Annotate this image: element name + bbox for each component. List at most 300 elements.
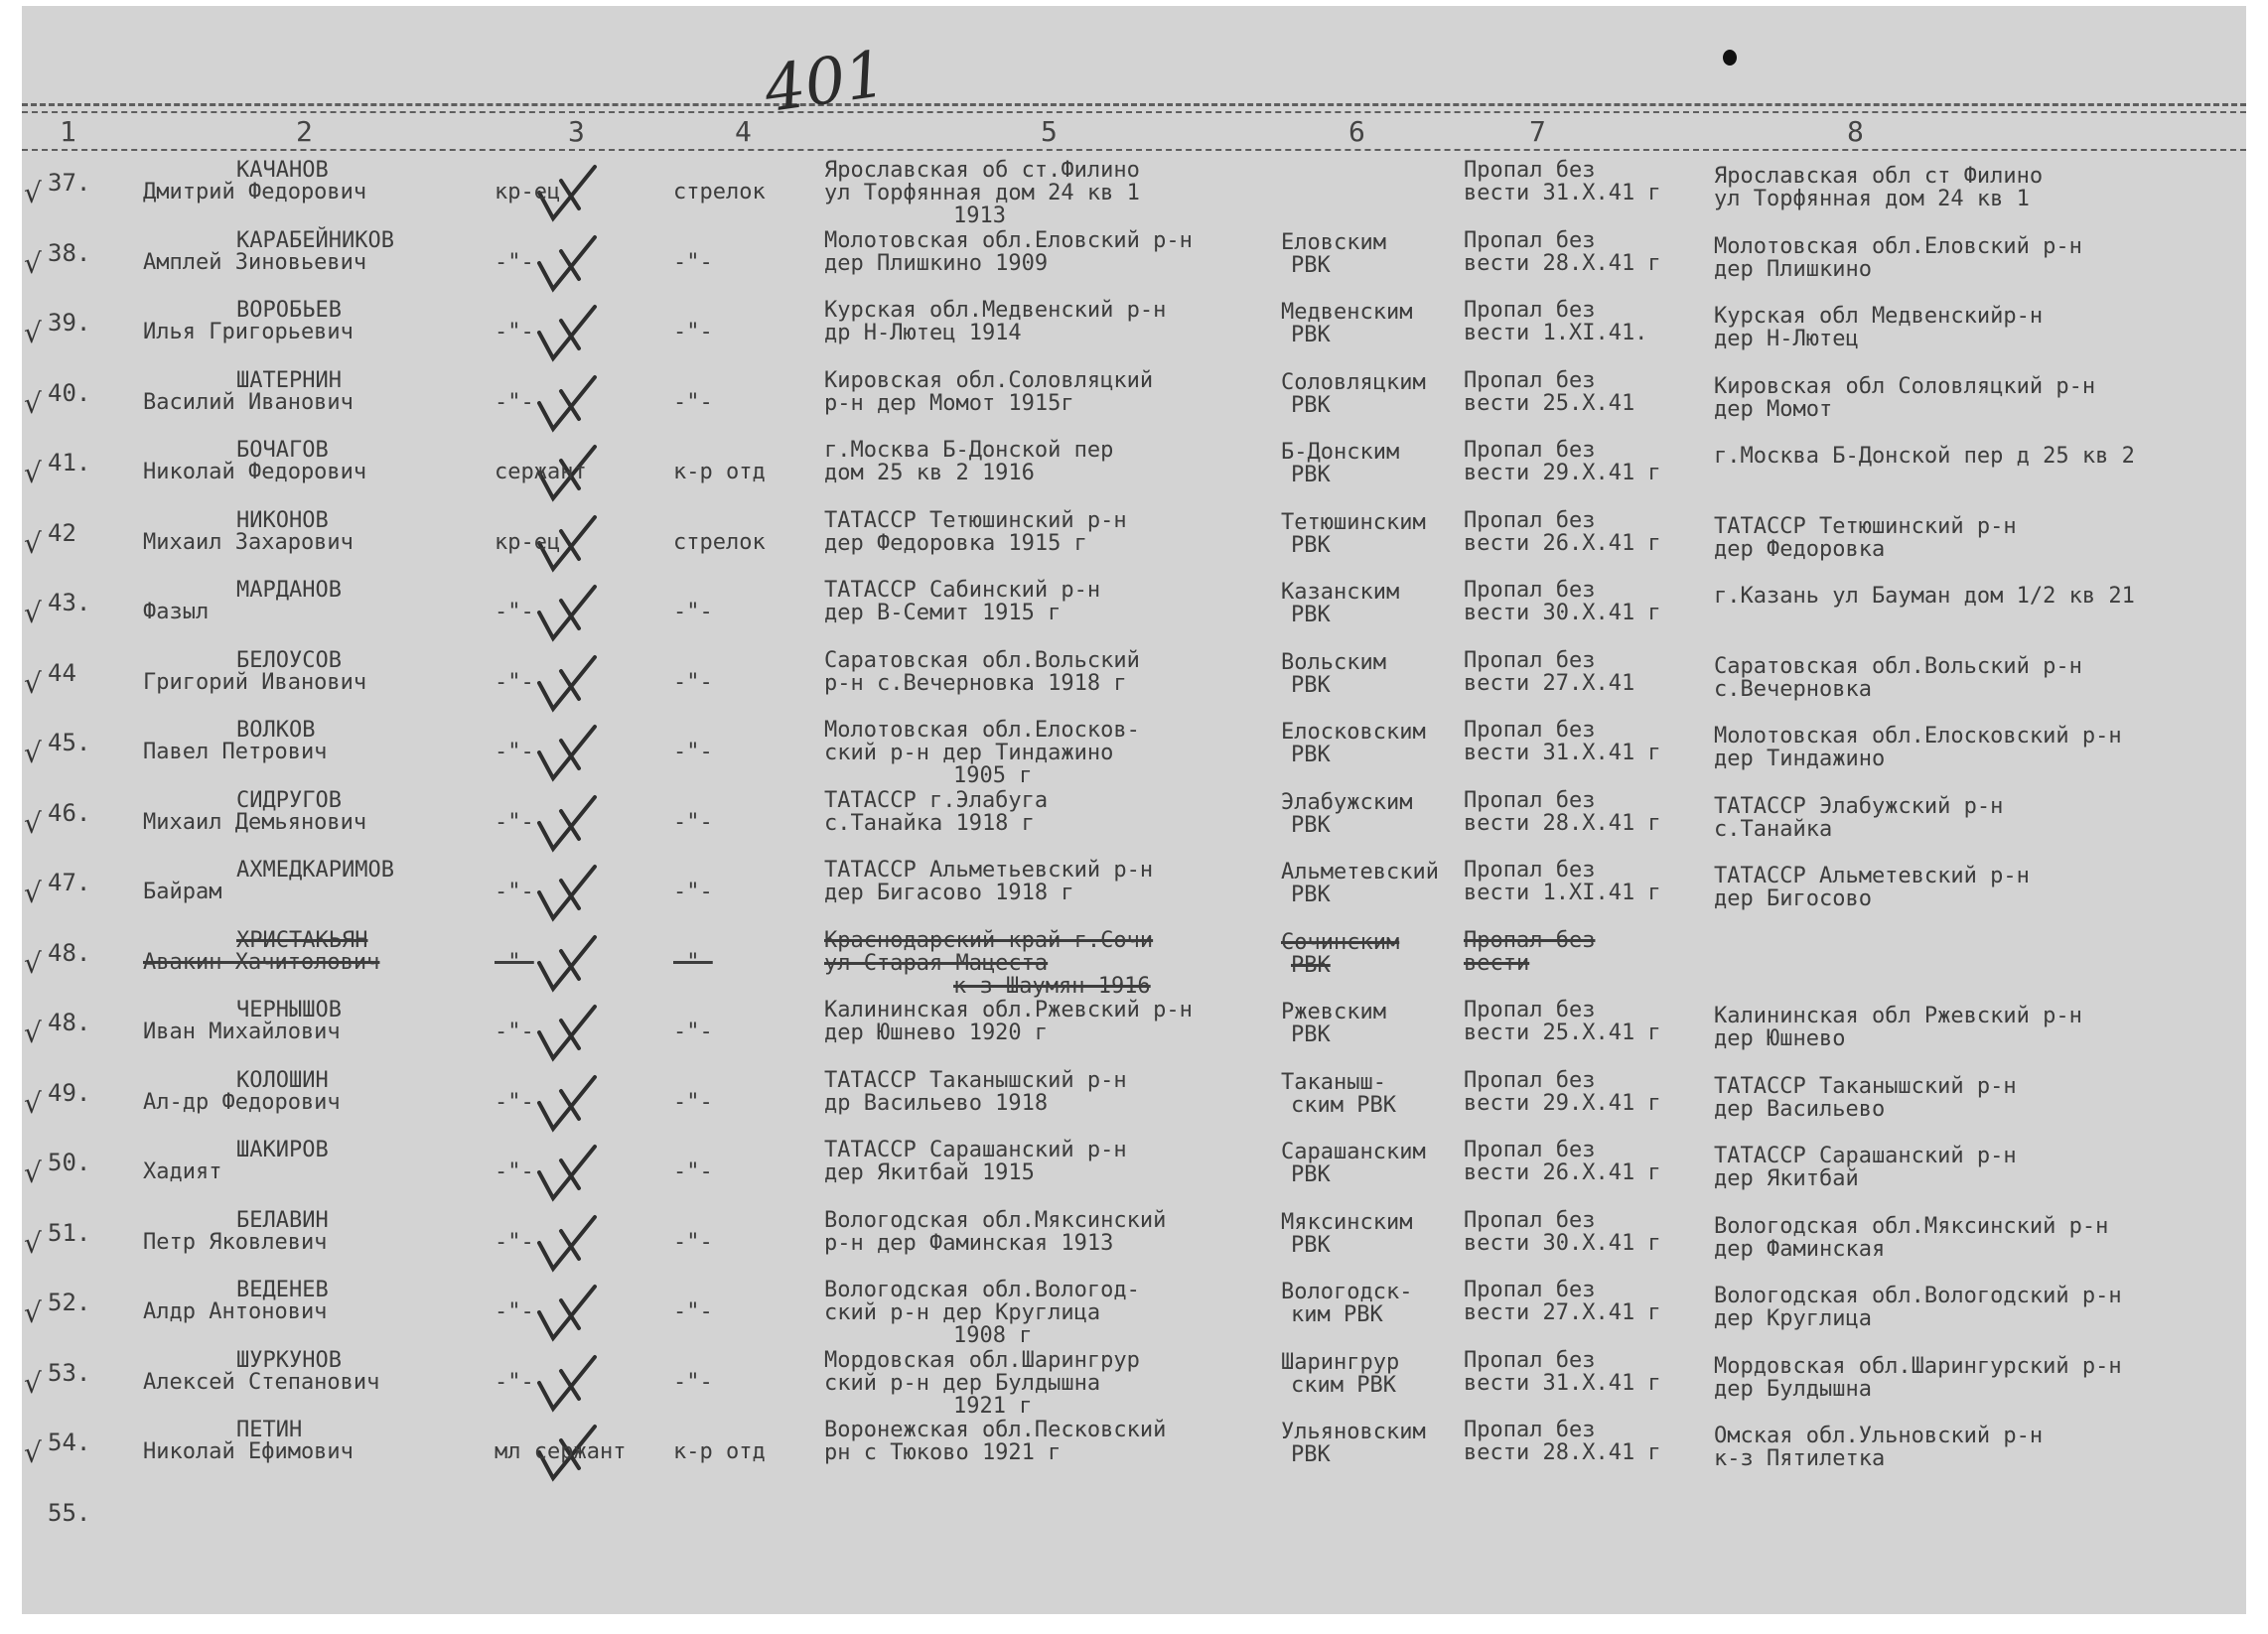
birth-place-line: Воронежская обл.Песковский [824,1418,1167,1442]
handwritten-tick-icon [531,863,601,926]
military-rank: -"- [495,669,534,695]
surname: БЕЛАВИН [236,1207,329,1233]
record-row [0,649,2268,719]
home-address: Омская обл.Ульновский р-н [1714,1424,2044,1448]
status-date: вести 29.X.41 г [1464,1090,1661,1116]
home-address: с.Вечерновка [1714,676,1872,702]
status-date: вести 1.XI.41. [1464,321,1648,345]
check-mark-icon: √ [24,317,42,349]
birth-place-line: Калининская обл.Ржевский р-н [824,998,1193,1022]
surname: БОЧАГОВ [236,438,329,463]
status-date: вести 28.X.41 г [1464,810,1661,836]
draft-office: РВК [1291,1232,1331,1258]
given-names: Алдр Антонович [143,1299,328,1324]
position: стрелок [673,529,766,555]
check-mark-icon: √ [24,177,42,209]
status-date: вести 27.X.41 г [1464,1300,1661,1325]
military-rank: -"- [495,320,534,344]
given-names: Григорий Иванович [143,669,367,695]
header-rule-middle [22,111,2246,113]
birth-place-line: Мордовская обл.Шарингрур [824,1347,1140,1373]
record-number: 37. [48,169,91,197]
military-rank: сержант [495,460,587,484]
birth-place-line: дер Бигасово 1918 г [824,881,1074,905]
record-number: 55. [48,1498,91,1527]
birth-place-line: Вологодская обл.Вологод- [824,1278,1140,1302]
column-header: 2 [296,115,313,148]
status: Пропал без [1464,1278,1596,1302]
draft-office: Б-Донским [1281,440,1400,465]
military-rank: -"- [495,1299,534,1324]
military-rank: -"- [495,249,534,275]
military-rank: -"- [495,880,534,904]
column-header: 4 [735,115,752,148]
home-address: ТАТАССР Тетюшинский р-н [1714,513,2017,539]
position: -"- [673,1159,713,1184]
status-date: вести 25.X.41 [1464,390,1635,416]
status: Пропал без [1464,718,1596,743]
record-row [0,159,2268,228]
handwritten-page-number: 401 [760,37,891,128]
record-row [0,369,2268,439]
draft-office: ским РВК [1291,1092,1396,1118]
home-address: г.Казань ул Бауман дом 1/2 кв 21 [1714,584,2135,609]
record-row [0,1349,2268,1419]
status: Пропал без [1464,858,1596,883]
given-names: Михаил Захарович [143,529,354,555]
status: Пропал без [1464,227,1596,253]
home-address: Кировская обл Соловляцкий р-н [1714,373,2096,399]
birth-place-line: р-н дер Фаминская 1913 [824,1230,1114,1256]
record-number: 43. [48,589,91,616]
record-row [0,1279,2268,1348]
record-number: 41. [48,449,91,477]
home-address: Калининская обл Ржевский р-н [1714,1004,2082,1028]
draft-office: Соловляцким [1281,369,1426,395]
handwritten-tick-icon [531,1283,601,1346]
given-names: Павел Петрович [143,740,328,764]
record-number: 53. [48,1358,91,1387]
handwritten-tick-icon [531,583,601,646]
record-row [0,789,2268,859]
record-row [0,1139,2268,1208]
draft-office: РВК [1291,883,1331,907]
status-date: вести 1.XI.41 г [1464,881,1661,905]
ink-dot [1723,50,1737,66]
draft-office: РВК [1291,603,1331,627]
position: -"- [673,880,713,904]
status-date: вести 27.X.41 [1464,670,1635,696]
birth-place-line: ТАТАССР Сабинский р-н [824,578,1101,603]
record-row [0,299,2268,368]
home-address: ТАТАССР Таканышский р-н [1714,1073,2017,1099]
record-row [0,579,2268,648]
record-row [0,1069,2268,1139]
status-date: вести 28.X.41 г [1464,250,1661,276]
birth-place-line: рн с Тюково 1921 г [824,1440,1062,1465]
birth-place-line: ский р-н дер Круглица [824,1300,1101,1325]
check-mark-icon: √ [24,1436,42,1469]
military-rank: кр-ец [495,529,561,555]
position: -"- [673,669,713,695]
draft-office: Сарашанским [1281,1140,1426,1164]
home-address: дер Н-Лютец [1714,327,1859,351]
status: Пропал без [1464,787,1596,813]
draft-office: РВК [1291,672,1331,698]
record-number: 52. [48,1289,91,1316]
status-date: вести 31.X.41 г [1464,181,1661,205]
record-row [0,719,2268,788]
status: Пропал без [1464,927,1596,953]
home-address: дер Федоровка [1714,536,1886,562]
home-address: ТАТАССР Элабужский р-н [1714,793,2004,819]
given-names: Василий Иванович [143,389,354,415]
status: Пропал без [1464,1347,1596,1373]
given-names: Иван Михайлович [143,1020,341,1044]
draft-office: РВК [1291,252,1331,278]
birth-place-line: ТАТАССР Таканышский р-н [824,1067,1127,1093]
home-address: дер Бигосово [1714,886,1872,911]
birth-year: 1913 [953,204,1006,228]
birth-place-line: др Васильево 1918 [824,1090,1049,1116]
birth-place-line: ский р-н дер Булдышна [824,1370,1101,1396]
position: -"- [673,249,713,275]
military-rank: -"- [495,740,534,764]
birth-place-line: Ярославская об ст.Филино [824,158,1140,183]
draft-office: Таканыш- [1281,1069,1386,1095]
given-names: Амплей Зиновьевич [143,249,367,275]
given-names: Фазыл [143,600,210,624]
surname: ШАТЕРНИН [236,367,342,393]
check-mark-icon: √ [24,1017,42,1049]
draft-office: ким РВК [1291,1302,1383,1327]
draft-office: Ульяновским [1281,1420,1426,1444]
record-row [0,439,2268,508]
check-mark-icon: √ [24,457,42,489]
draft-office: Казанским [1281,580,1400,605]
draft-office: Шарингрур [1281,1349,1400,1375]
given-names: Хадият [143,1159,222,1184]
birth-place-line: Саратовская обл.Вольский [824,647,1140,673]
birth-year: 1905 г [953,763,1033,788]
check-mark-icon: √ [24,1296,42,1329]
record-number: 42 [48,518,76,547]
military-rank: мл сержант [495,1439,627,1464]
handwritten-tick-icon [531,373,601,437]
record-row [0,1419,2268,1488]
check-mark-icon: √ [24,1226,42,1260]
birth-place-line: Молотовская обл.Елосков- [824,718,1140,743]
given-names: Михаил Демьянович [143,809,367,835]
draft-office: РВК [1291,463,1331,487]
surname: СИДРУГОВ [236,787,342,813]
status-date: вести 30.X.41 г [1464,601,1661,625]
check-mark-icon: √ [24,246,42,280]
birth-place-line: с.Танайка 1918 г [824,810,1035,836]
record-row [0,929,2268,999]
surname: ЧЕРНЫШОВ [236,998,342,1022]
military-rank: кр-ец [495,180,561,204]
home-address: Курская обл Медвенскийр-н [1714,304,2044,329]
status: Пропал без [1464,507,1596,533]
birth-place-line: Молотовская обл.Еловский р-н [824,227,1193,253]
birth-place-line: Кировская обл.Соловляцкий [824,367,1154,393]
status-date: вести 26.X.41 г [1464,1160,1661,1185]
check-mark-icon: √ [24,806,42,840]
birth-place-line: ТАТАССР Тетюшинский р-н [824,507,1127,533]
surname: КАЧАНОВ [236,158,329,183]
birth-place-line: др Н-Лютец 1914 [824,321,1022,345]
given-names: Петр Яковлевич [143,1229,328,1255]
draft-office: Тетюшинским [1281,509,1426,535]
position: -"- [673,949,713,975]
birth-place-line: дер Якитбай 1915 [824,1160,1035,1185]
position: -"- [673,1229,713,1255]
status: Пропал без [1464,1067,1596,1093]
draft-office: Елосковским [1281,720,1426,745]
given-names: Дмитрий Федорович [143,180,367,204]
given-names: Алексей Степанович [143,1369,380,1395]
draft-office: Сочинским [1281,929,1400,955]
birth-place-line: р-н с.Вечерновка 1918 г [824,670,1127,696]
birth-place-line: дер Плишкино 1909 [824,250,1049,276]
status: Пропал без [1464,158,1596,183]
handwritten-tick-icon [531,933,601,997]
home-address: Вологодская обл.Мяксинский р-н [1714,1213,2109,1239]
header-rule-bottom [22,149,2246,151]
position: -"- [673,1369,713,1395]
home-address: дер Круглица [1714,1306,1872,1331]
record-number: 38. [48,238,91,267]
handwritten-tick-icon [531,793,601,857]
status: Пропал без [1464,1207,1596,1233]
draft-office: Еловским [1281,229,1386,255]
record-number: 48. [48,938,91,967]
handwritten-tick-icon [531,1073,601,1137]
surname: ВОЛКОВ [236,718,316,743]
given-names: Ал-др Федорович [143,1089,341,1115]
birth-place-line: ТАТАССР г.Элабуга [824,787,1049,813]
given-names: Байрам [143,880,222,904]
check-mark-icon: √ [24,1366,42,1400]
home-address: к-з Пятилетка [1714,1446,1886,1471]
position: -"- [673,740,713,764]
handwritten-tick-icon [531,723,601,786]
status: Пропал без [1464,438,1596,463]
column-header: 8 [1847,115,1864,148]
position: -"- [673,1299,713,1324]
draft-office: РВК [1291,532,1331,558]
surname: НИКОНОВ [236,507,329,533]
draft-office: РВК [1291,1162,1331,1187]
home-address: дер Тиндажино [1714,747,1886,771]
status-date: вести 28.X.41 г [1464,1440,1661,1465]
home-address: дер Фаминская [1714,1236,1886,1262]
column-header: 7 [1529,115,1546,148]
draft-office: РВК [1291,1022,1331,1047]
home-address: дер Плишкино [1714,256,1872,282]
check-mark-icon: √ [24,737,42,769]
check-mark-icon: √ [24,526,42,560]
surname: ШУРКУНОВ [236,1347,342,1373]
record-number: 45. [48,729,91,756]
position: -"- [673,809,713,835]
position: -"- [673,600,713,624]
surname: КОЛОШИН [236,1067,329,1093]
home-address: Вологодская обл.Вологодский р-н [1714,1284,2122,1308]
status: Пропал без [1464,1138,1596,1162]
record-number: 40. [48,378,91,407]
column-header: 5 [1041,115,1058,148]
military-rank: -"- [495,600,534,624]
record-number: 48. [48,1009,91,1036]
birth-place-line: ТАТАССР Альметьевский р-н [824,858,1154,883]
given-names: Николай Федорович [143,460,367,484]
status: Пропал без [1464,298,1596,323]
home-address: г.Москва Б-Донской пер д 25 кв 2 [1714,444,2135,469]
home-address: Саратовская обл.Вольский р-н [1714,653,2082,679]
status-date: вести 29.X.41 г [1464,461,1661,485]
status: Пропал без [1464,998,1596,1022]
status-date: вести 25.X.41 г [1464,1021,1661,1045]
record-row [0,1209,2268,1279]
draft-office: Элабужским [1281,789,1413,815]
home-address: дер Юшнево [1714,1026,1846,1051]
draft-office: РВК [1291,392,1331,418]
status: Пропал без [1464,578,1596,603]
record-row [0,859,2268,928]
home-address: дер Момот [1714,396,1833,422]
handwritten-tick-icon [531,1003,601,1066]
military-rank: -"- [495,1020,534,1044]
home-address: Мордовская обл.Шарингурский р-н [1714,1353,2122,1379]
given-names: Илья Григорьевич [143,320,354,344]
birth-year: 1908 г [953,1323,1033,1348]
draft-office: ским РВК [1291,1372,1396,1398]
status: Пропал без [1464,1418,1596,1442]
surname: ШАКИРОВ [236,1138,329,1162]
record-number: 44 [48,658,76,687]
position: стрелок [673,180,766,204]
home-address: дер Васильево [1714,1096,1886,1122]
birth-place-line: дер В-Семит 1915 г [824,601,1062,625]
column-header: 1 [60,115,76,148]
birth-place-line: дер Юшнево 1920 г [824,1021,1049,1045]
status-date: вести 31.X.41 г [1464,1370,1661,1396]
handwritten-tick-icon [531,1143,601,1206]
check-mark-icon: √ [24,597,42,629]
military-rank: -"- [495,809,534,835]
birth-place-line: Вологодская обл.Мяксинский [824,1207,1167,1233]
draft-office: РВК [1291,323,1331,347]
status-date: вести [1464,950,1530,976]
surname: МАРДАНОВ [236,578,342,603]
birth-year: к-з Шаумян 1916 [953,973,1151,999]
draft-office: РВК [1291,743,1331,767]
birth-place-line: Краснодарский край г.Сочи [824,927,1154,953]
surname: ХРИСТАКЬЯН [236,927,368,953]
birth-place-line: г.Москва Б-Донской пер [824,438,1114,463]
position: к-р отд [673,460,766,484]
military-rank: -"- [495,949,534,975]
military-rank: -"- [495,1369,534,1395]
surname: БЕЛОУСОВ [236,647,342,673]
check-mark-icon: √ [24,877,42,909]
check-mark-icon: √ [24,666,42,700]
record-number: 51. [48,1218,91,1247]
record-number: 54. [48,1429,91,1456]
draft-office: Вологодск- [1281,1280,1413,1304]
draft-office: Альметевский [1281,860,1439,885]
record-number: 49. [48,1078,91,1107]
home-address: с.Танайка [1714,816,1833,842]
surname: КАРАБЕЙНИКОВ [236,227,394,253]
position: к-р отд [673,1439,766,1464]
given-names: Авакин Хачитолович [143,949,380,975]
status-date: вести 31.X.41 г [1464,741,1661,765]
draft-office: Вольским [1281,649,1386,675]
handwritten-tick-icon [531,653,601,717]
birth-year: 1921 г [953,1393,1033,1419]
position: -"- [673,320,713,344]
position: -"- [673,389,713,415]
surname: АХМЕДКАРИМОВ [236,858,394,883]
status: Пропал без [1464,367,1596,393]
birth-place-line: ул Старая Мацеста [824,950,1049,976]
handwritten-tick-icon [531,303,601,366]
column-header: 3 [568,115,585,148]
draft-office: РВК [1291,812,1331,838]
status: Пропал без [1464,647,1596,673]
draft-office: Ржевским [1281,1000,1386,1024]
record-row [0,509,2268,579]
draft-office: РВК [1291,952,1331,978]
check-mark-icon: √ [24,386,42,420]
birth-place-line: дом 25 кв 2 1916 [824,461,1035,485]
handwritten-tick-icon [531,1213,601,1277]
check-mark-icon: √ [24,946,42,980]
military-rank: -"- [495,1089,534,1115]
record-number: 46. [48,798,91,827]
handwritten-tick-icon [531,1353,601,1417]
record-number: 47. [48,869,91,896]
record-row [0,229,2268,299]
home-address: ТАТАССР Сарашанский р-н [1714,1144,2017,1168]
draft-office: РВК [1291,1442,1331,1467]
birth-place-line: р-н дер Момот 1915г [824,390,1074,416]
surname: ВОРОБЬЕВ [236,298,342,323]
home-address: Молотовская обл.Елосковский р-н [1714,724,2122,749]
header-rule-top [22,103,2246,106]
birth-place-line: ТАТАССР Сарашанский р-н [824,1138,1127,1162]
home-address: Молотовская обл.Еловский р-н [1714,233,2082,259]
status-date: вести 26.X.41 г [1464,530,1661,556]
given-names: Николай Ефимович [143,1439,354,1464]
birth-place-line: Курская обл.Медвенский р-н [824,298,1167,323]
record-number: 39. [48,309,91,337]
birth-place-line: дер Федоровка 1915 г [824,530,1087,556]
handwritten-tick-icon [531,233,601,297]
surname: ВЕДЕНЕВ [236,1278,329,1302]
status-date: вести 30.X.41 г [1464,1230,1661,1256]
position: -"- [673,1089,713,1115]
home-address: Ярославская обл ст Филино [1714,164,2044,189]
position: -"- [673,1020,713,1044]
home-address: дер Якитбай [1714,1166,1859,1191]
record-number: 50. [48,1149,91,1176]
birth-place-line: ул Торфянная дом 24 кв 1 [824,181,1140,205]
check-mark-icon: √ [24,1086,42,1120]
